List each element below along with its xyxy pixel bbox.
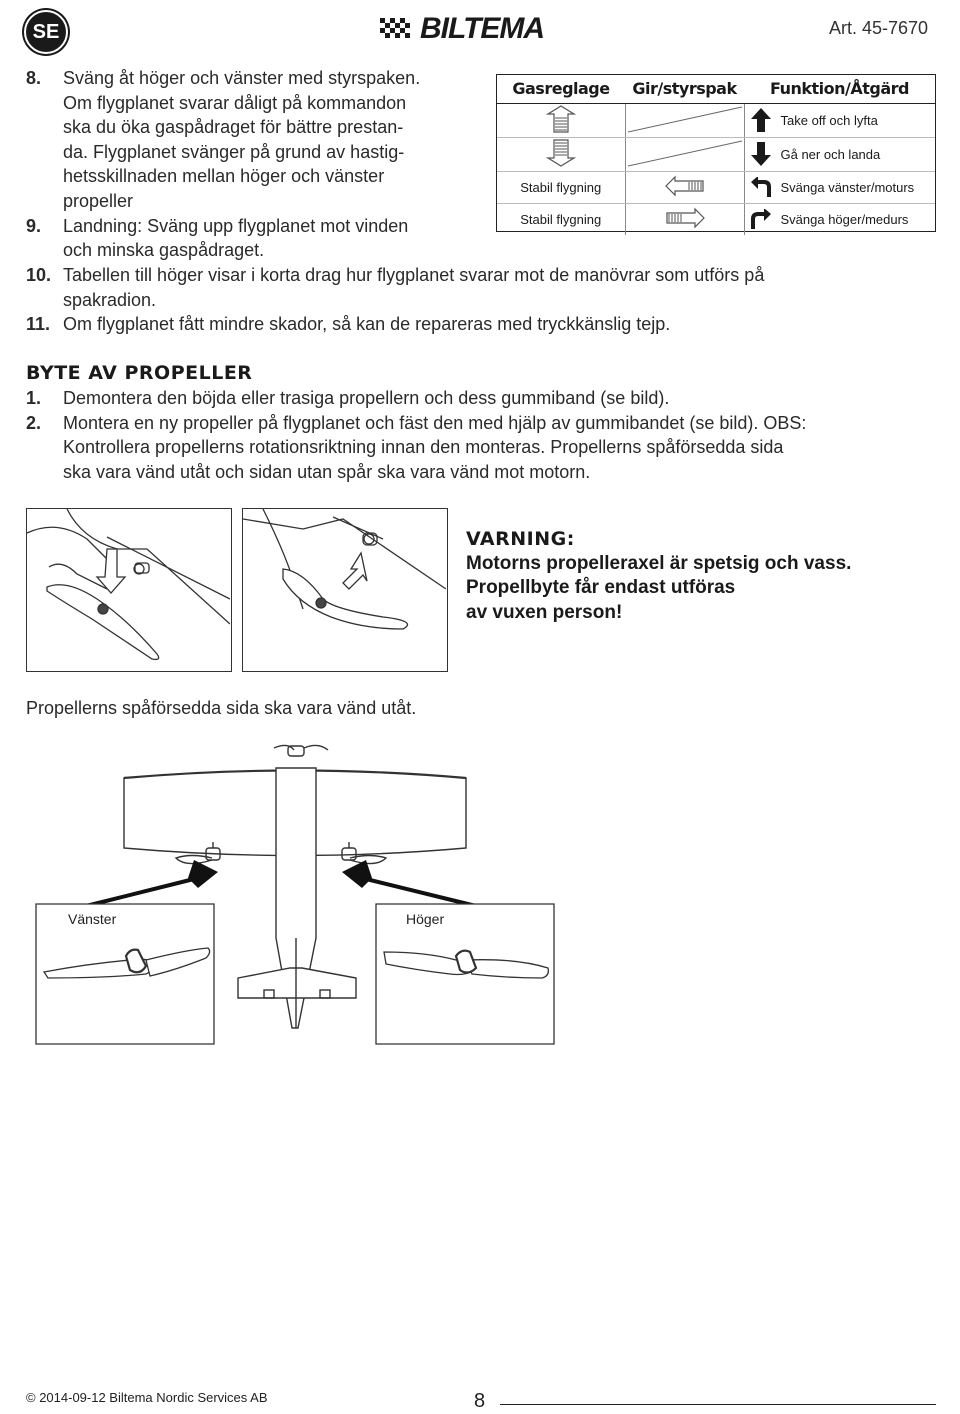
warning-line: Propellbyte får endast utföras (466, 577, 736, 599)
step-number: 10. (26, 265, 52, 285)
arrow-up-icon (751, 108, 771, 132)
warning-line: av vuxen person! (466, 601, 623, 623)
step-8 (26, 66, 486, 214)
steps-top (26, 66, 486, 263)
throttle-cell: Stabil flygning (497, 171, 625, 203)
function-cell (744, 203, 935, 235)
step-10 (26, 263, 936, 312)
plane-diagram (26, 738, 936, 1298)
step-line: Landning: Sväng upp flygplanet mot vinden (63, 215, 409, 236)
stick-cell (625, 203, 744, 235)
article-number: Art. 45-7670 (828, 18, 928, 38)
propeller-step-2 (26, 411, 936, 485)
removal-illustration (26, 508, 232, 672)
page-number: 8 (474, 1390, 486, 1412)
checker-flag-icon (380, 18, 414, 40)
step-number: 8. (26, 68, 42, 88)
stick-right-icon (665, 207, 705, 229)
throttle-cell (497, 103, 625, 137)
step-line: propeller (63, 190, 134, 211)
step-line: Kontrollera propellerns rotationsriktning innan den monteras. Propellerns spåförsedda sida (63, 437, 784, 458)
function-cell (744, 137, 935, 171)
function-label: Take off och lyfta (780, 112, 878, 128)
header-function: Funktion/Åtgärd (744, 75, 935, 103)
footer-rule (500, 1404, 936, 1405)
table-row (497, 103, 935, 137)
step-line: Demontera den böjda eller trasiga propellern och dess gummiband (se bild). (63, 388, 670, 408)
propeller-step-1 (26, 386, 936, 411)
throttle-cell: Stabil flygning (520, 211, 602, 227)
turn-left-icon (751, 177, 771, 197)
control-table (496, 74, 936, 232)
step-9 (26, 214, 486, 263)
step-11 (26, 312, 936, 337)
steps-full (26, 263, 936, 337)
step-number: 1. (26, 388, 42, 408)
mounting-illustration (242, 508, 448, 672)
throttle-up-icon (546, 105, 576, 133)
right-propeller-label: Höger (406, 911, 445, 927)
step-line: Tabellen till höger visar i korta drag hur flygplanet svarar mot de manövrar som utförs på (63, 265, 765, 285)
copyright: © 2014-09-12 Biltema Nordic Services AB (26, 1390, 268, 1405)
warning-box (466, 527, 851, 625)
left-propeller-label: Vänster (68, 911, 117, 927)
arrow-down-icon (751, 142, 771, 166)
step-line: ska vara vänd utåt och sidan utan spår ska vara vänd mot motorn. (63, 461, 591, 482)
step-line: Om flygplanet fått mindre skador, så kan de repareras med tryckkänslig tejp. (63, 314, 671, 335)
brand-name: BILTEMA (420, 12, 545, 45)
propeller-removal-drawing (27, 509, 230, 670)
step-line: ska du öka gaspådraget för bättre prestan- (63, 117, 404, 138)
function-cell (744, 171, 935, 203)
section-title: BYTE AV PROPELLER (26, 362, 253, 384)
diagonal-line (626, 104, 744, 134)
warning-title: VARNING: (466, 528, 575, 550)
step-number: 11. (26, 314, 51, 335)
step-line: och minska gaspådraget. (63, 240, 265, 261)
stick-cell (625, 103, 744, 137)
step-line: Montera en ny propeller på flygplanet och fäst den med hjälp av gummibandet (se bild). OBS: (63, 412, 807, 433)
warning-line: Motorns propelleraxel är spetsig och vass. (466, 552, 852, 574)
step-line: spakradion. (63, 289, 157, 310)
throttle-cell (497, 137, 625, 171)
step-line: Om flygplanet svarar dåligt på kommandon (63, 92, 407, 113)
step-line: da. Flygplanet svänger på grund av hastig- (63, 141, 405, 162)
stick-cell (625, 137, 744, 171)
propeller-caption: Propellerns spåförsedda sida ska vara vänd utåt. (26, 698, 417, 718)
function-label: Gå ner och landa (780, 146, 881, 162)
step-number: 2. (26, 412, 42, 433)
header-throttle: Gasreglage (497, 75, 625, 103)
header-stick: Gir/styrspak (625, 75, 744, 103)
propeller-mounting-drawing (243, 509, 446, 670)
diagonal-line (626, 138, 744, 168)
table-row (497, 171, 935, 203)
biltema-logo (380, 14, 544, 44)
table-row (497, 203, 935, 235)
step-line: hetsskillnaden mellan höger och vänster (63, 166, 385, 187)
page-header (0, 0, 960, 58)
table-row (497, 137, 935, 171)
function-cell (744, 103, 935, 137)
function-label: Svänga vänster/moturs (780, 179, 915, 195)
stick-left-icon (665, 175, 705, 197)
propeller-steps (26, 386, 936, 484)
throttle-down-icon (546, 139, 576, 167)
step-number: 9. (26, 215, 42, 236)
function-label: Svänga höger/medurs (780, 211, 909, 227)
stick-cell (625, 171, 744, 203)
language-badge: SE (24, 10, 68, 54)
turn-right-icon (751, 209, 771, 229)
step-line: Sväng åt höger och vänster med styrspaken. (63, 68, 421, 88)
